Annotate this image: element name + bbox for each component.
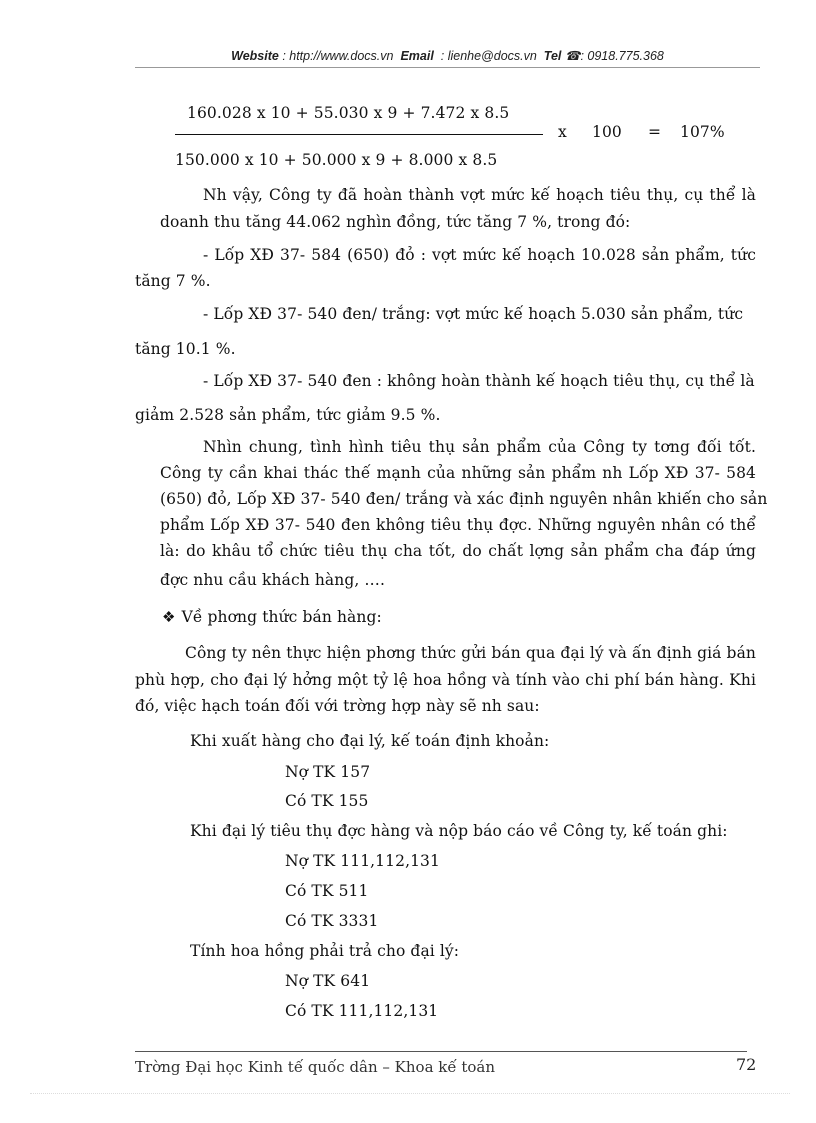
entry-debit: Nợ TK 111,112,131: [285, 852, 440, 870]
paragraph-line: doanh thu tăng 44.062 nghìn đồng, tức tăng 7 %, trong đó:: [160, 213, 631, 231]
formula-multiplier: x: [558, 123, 567, 141]
page-header: [135, 48, 760, 63]
page-number: 72: [736, 1055, 757, 1074]
paragraph-line: đó, việc hạch toán đối với trờng hợp này sẽ nh sau:: [135, 697, 540, 715]
entry-title: Khi đại lý tiêu thụ đợc hàng và nộp báo cáo về Công ty, kế toán ghi:: [190, 822, 728, 840]
footer-rule: [135, 1051, 747, 1052]
formula-equals: =: [648, 123, 662, 141]
fraction-bar: [175, 134, 543, 135]
paragraph-line: tăng 10.1 %.: [135, 340, 236, 358]
formula-numerator: 160.028 x 10 + 55.030 x 9 + 7.472 x 8.5: [187, 104, 510, 122]
entry-debit: Nợ TK 641: [285, 972, 371, 990]
paragraph-line: - Lốp XĐ 37- 540 đen : không hoàn thành kế hoạch tiêu thụ, cụ thể là: [203, 372, 755, 390]
paragraph-line: - Lốp XĐ 37- 584 (650) đỏ : vợt mức kế hoạch 10.028 sản phẩm, tức: [203, 246, 756, 264]
section-heading-text: Về phơng thức bán hàng:: [181, 608, 382, 626]
paragraph-line: là: do khâu tổ chức tiêu thụ cha tốt, do chất lợng sản phẩm cha đáp ứng: [160, 542, 756, 560]
tel-value: : 0918.775.368: [580, 49, 664, 63]
website-url: : http://www.docs.vn: [282, 49, 394, 63]
website-label: Website: [231, 49, 279, 63]
paragraph-line: Nhìn chung, tình hình tiêu thụ sản phẩm của Công ty tơng đối tốt.: [203, 438, 756, 456]
tel-label: Tel: [543, 49, 562, 63]
paragraph-line: (650) đỏ, Lốp XĐ 37- 540 đen/ trắng và xác định nguyên nhân khiến cho sản: [160, 490, 768, 508]
page-footer: Trờng Đại học Kinh tế quốc dân – Khoa kế toán: [135, 1058, 496, 1076]
paragraph-line: tăng 7 %.: [135, 272, 211, 290]
entry-credit: Có TK 3331: [285, 912, 379, 930]
entry-debit: Nợ TK 157: [285, 763, 371, 781]
page-bottom-border: [30, 1093, 790, 1094]
entry-credit: Có TK 155: [285, 792, 369, 810]
paragraph-line: đợc nhu cầu khách hàng, ….: [160, 571, 386, 589]
email-value: : lienhe@docs.vn: [440, 49, 537, 63]
diamond-bullet-icon: ❖: [162, 608, 176, 626]
phone-icon: ☎: [564, 49, 581, 63]
entry-title: Tính hoa hồng phải trả cho đại lý:: [190, 942, 460, 960]
formula-denominator: 150.000 x 10 + 50.000 x 9 + 8.000 x 8.5: [175, 151, 498, 169]
email-label: Email: [400, 49, 434, 63]
paragraph-line: Công ty nên thực hiện phơng thức gửi bán qua đại lý và ấn định giá bán: [185, 644, 756, 662]
paragraph-line: Công ty cần khai thác thế mạnh của những sản phẩm nh Lốp XĐ 37- 584: [160, 464, 756, 482]
formula-result: 107%: [680, 123, 725, 141]
paragraph-line: Nh vậy, Công ty đã hoàn thành vợt mức kế hoạch tiêu thụ, cụ thể là: [203, 186, 756, 204]
entry-credit: Có TK 511: [285, 882, 369, 900]
entry-credit: Có TK 111,112,131: [285, 1002, 439, 1020]
paragraph-line: phù hợp, cho đại lý hởng một tỷ lệ hoa hồng và tính vào chi phí bán hàng. Khi: [135, 671, 756, 689]
paragraph-line: phẩm Lốp XĐ 37- 540 đen không tiêu thụ đợc. Những nguyên nhân có thể: [160, 516, 756, 534]
header-rule: [135, 67, 760, 68]
paragraph-line: - Lốp XĐ 37- 540 đen/ trắng: vợt mức kế hoạch 5.030 sản phẩm, tức: [203, 305, 744, 323]
section-heading: [162, 608, 382, 626]
formula-hundred: 100: [592, 123, 622, 141]
paragraph-line: giảm 2.528 sản phẩm, tức giảm 9.5 %.: [135, 406, 441, 424]
entry-title: Khi xuất hàng cho đại lý, kế toán định khoản:: [190, 732, 550, 750]
